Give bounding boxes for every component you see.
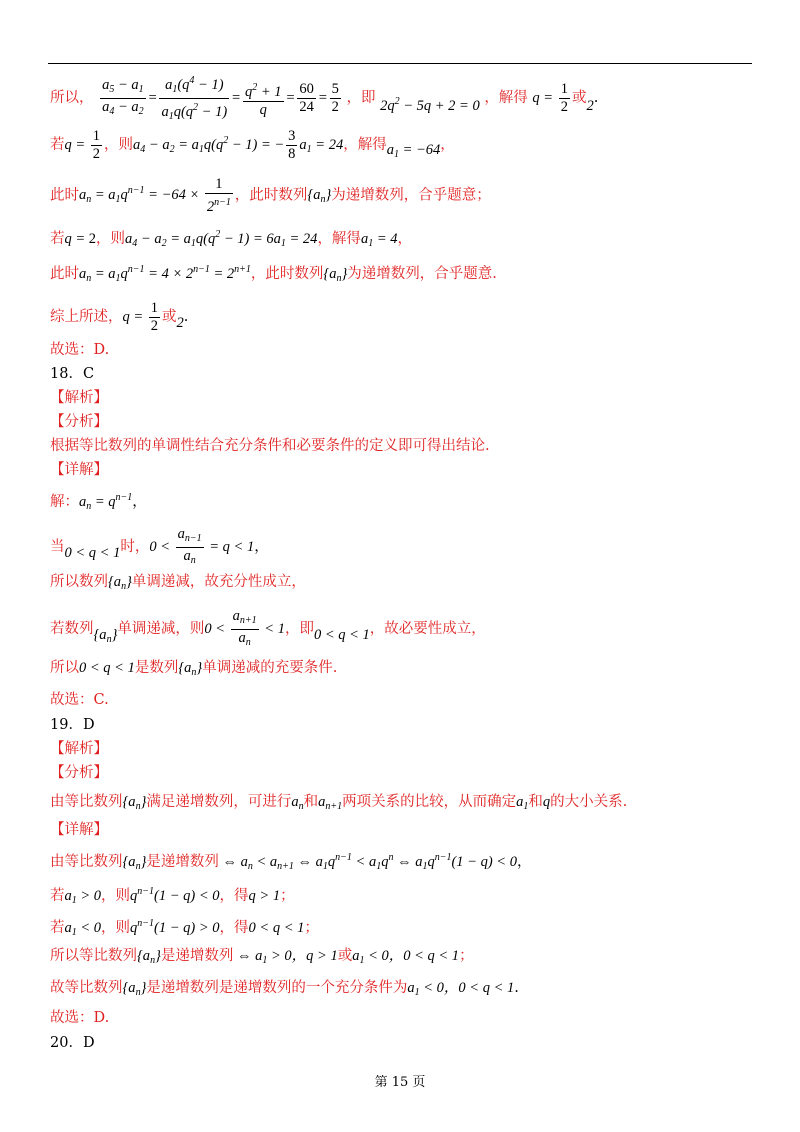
sol19-line4: 所以等比数列$\{a_n\}$是递增数列 ⇔ $a_1 > 0$，q > 1或$a_1 < 0$，0 < q < 1； (50, 948, 474, 966)
line-case-half: 若q = $\frac{1}{2}$ ，则$a_4 - a_2 = a_1q(q^2 - 1)$ = − $\frac{3}{8}$ $a_1 = 24$，解得$a_1 = -64$， (50, 128, 455, 162)
line-case-two-result: 此时$a_n = a_1q^{n-1} = 4 \times 2^{n-1} = 2^{n+1}$，此时数列$\{a_n\}$为递增数列，合乎题意. (50, 264, 497, 284)
line-conclusion: 综上所述，q = $\frac{1}{2}$ 或2. (50, 300, 189, 334)
sol18-line4: 若数列$\{a_n\}$单调递减，则0 < $\frac{a_{n+1}}{a_n}$ < 1，即0 < q < 1，故必要性成立， (50, 608, 486, 648)
sol19-line2: 若$a_1 > 0$，则$q^{n-1}(1 - q) < 0$，得q > 1； (50, 886, 295, 906)
question-20-number: 20．D (50, 1035, 95, 1051)
answer-18: 故选：C. (50, 692, 109, 708)
line-ratio: 所以， $\frac{a_5 - a_1}{a_4 - a_2}$ = $\frac{a_1(q^4 - 1)}{a_1q(q^2 - 1)}$ = $\frac{q^2 + 1}{q}$ = $\frac{60}{24}$ = $\frac{5}{2}$ ，即 $2q^2 - 5q + 2 = 0$ ，解得 q = $\frac{1}{2}$ 或2. (50, 72, 598, 125)
question-19-number: 19．D (50, 717, 95, 733)
question-18-number: 18．C (50, 366, 95, 382)
sol18-line2: 当0 < q < 1时，0 < $\frac{a_{n-1}}{a_n}$ = q < 1， (50, 526, 269, 566)
section-jiexi-19: 【解析】 (50, 741, 108, 757)
sol18-line1: 解：$a_n = q^{n-1}$， (50, 492, 147, 512)
header-rule (48, 63, 752, 64)
sol19-line3: 若$a_1 < 0$，则$q^{n-1}(1 - q) > 0$，得0 < q < 1； (50, 918, 319, 938)
sol18-line3: 所以数列$\{a_n\}$单调递减，故充分性成立， (50, 574, 306, 592)
analysis-18: 根据等比数列的单调性结合充分条件和必要条件的定义即可得出结论. (50, 438, 490, 454)
section-fenxi-19: 【分析】 (50, 765, 108, 781)
ratio-equation: $\frac{a_5 - a_1}{a_4 - a_2}$ = $\frac{a_1(q^4 - 1)}{a_1q(q^2 - 1)}$ = $\frac{q^2 + 1}{q}$ = $\frac{60}{24}$ = $\frac{5}{2}$ (98, 90, 346, 106)
section-xiangjie-19: 【详解】 (50, 822, 108, 838)
section-fenxi-18: 【分析】 (50, 414, 108, 430)
answer-19: 故选：D. (50, 1010, 110, 1026)
line-case-half-result: 此时$a_n = a_1q^{n-1} = -64$ × $\frac{1}{2^{n-1}}$ ，此时数列$\{a_n\}$为递增数列，合乎题意； (50, 176, 491, 215)
answer-17: 故选：D. (50, 342, 110, 358)
analysis-19: 由等比数列$\{a_n\}$满足递增数列，可进行$a_n$和$a_{n+1}$两项关系的比较，从而确定$a_1$和q的大小关系. (50, 794, 628, 812)
page-number: 第 15 页 (374, 1075, 426, 1090)
sol19-line1: 由等比数列$\{a_n\}$是递增数列 ⇔ $a_n < a_{n+1}$ ⇔ $a_1q^{n-1} < a_1q^n$ ⇔ $a_1q^{n-1}(1 - q) < 0$， (50, 852, 532, 872)
section-jiexi-18: 【解析】 (50, 390, 108, 406)
line-case-two: 若q = 2，则$a_4 - a_2 = a_1q(q^2 - 1) = 6a_1 = 24$，解得$a_1 = 4$， (50, 229, 412, 249)
section-xiangjie-18: 【详解】 (50, 462, 108, 478)
sol19-line5: 故等比数列$\{a_n\}$是递增数列是递增数列的一个充分条件为$a_1 < 0$，0 < q < 1. (50, 980, 519, 998)
sol18-line5: 所以0 < q < 1是数列$\{a_n\}$单调递减的充要条件. (50, 660, 338, 678)
